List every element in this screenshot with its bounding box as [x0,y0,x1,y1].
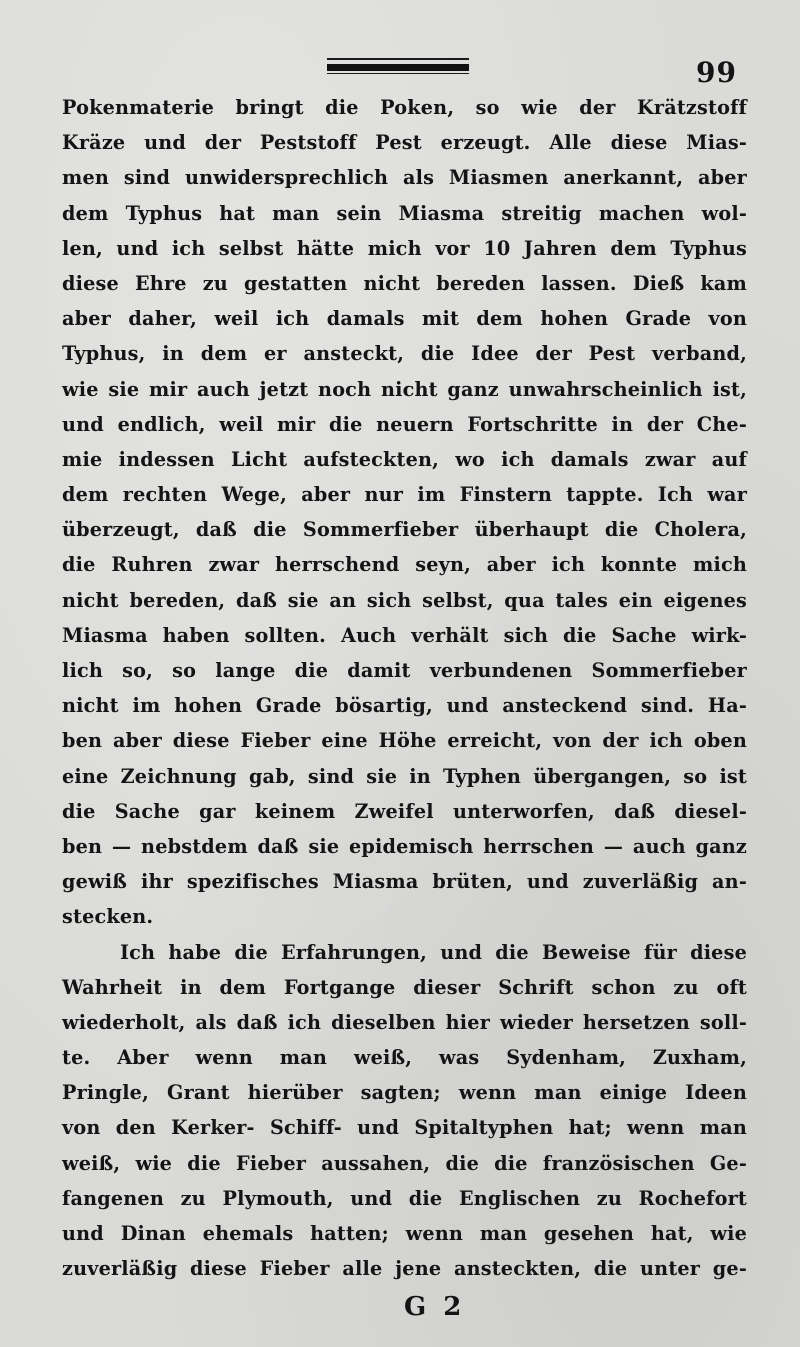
text-line: eine Zeichnung gab, sind sie in Typhen übergangen, so ist [62,764,747,788]
text-line: dem rechten Wege, aber nur im Finstern tappte. Ich war [62,483,747,507]
text-line: Kräze und der Peststoff Pest erzeugt. Alle diese Mias- [62,131,747,155]
text-line: von den Kerker- Schiff- und Spitaltyphen hat; wenn man [62,1116,747,1140]
text-line: lich so, so lange die damit verbundenen Sommerfieber [62,659,747,682]
text-line-paragraph-start: Ich habe die Erfahrungen, und die Beweise für diese [120,940,747,964]
header-rule [327,58,469,74]
text-line: men sind unwidersprechlich als Miasmen anerkannt, aber [62,166,747,190]
text-line: die Sache gar keinem Zweifel unterworfen, daß diesel- [62,799,747,823]
body-text [62,90,747,1286]
text-line: mie indessen Licht aufsteckten, wo ich damals zwar auf [62,447,747,471]
page-number: 99 [696,56,737,89]
text-line: die Ruhren zwar herrschend seyn, aber ich konnte mich [62,553,747,577]
text-line: te. Aber wenn man weiß, was Sydenham, Zuxham, [62,1046,747,1070]
header-rule-thin-bottom [327,73,469,74]
text-line: len, und ich selbst hätte mich vor 10 Jahren dem Typhus [62,236,747,260]
text-line: aber daher, weil ich damals mit dem hohen Grade von [62,307,747,331]
text-line: Typhus, in dem er ansteckt, die Idee der Pest verband, [62,342,747,366]
text-line: ben aber diese Fieber eine Höhe erreicht, von der ich oben [62,729,747,753]
text-line: überzeugt, daß die Sommerfieber überhaupt die Cholera, [62,518,747,542]
text-line: Wahrheit in dem Fortgange dieser Schrift schon zu oft [62,975,747,999]
text-line: gewiß ihr spezifisches Miasma brüten, und zuverläßig an- [62,870,747,894]
text-line: wie sie mir auch jetzt noch nicht ganz unwahrscheinlich ist, [62,377,747,401]
text-line: nicht bereden, daß sie an sich selbst, qua tales ein eigenes [62,588,747,612]
text-line: weiß, wie die Fieber aussahen, die die französischen Ge- [62,1151,747,1175]
text-line: Pokenmaterie bringt die Poken, so wie der Krätzstoff [62,96,747,119]
header-rule-thin-top [327,58,469,60]
text-line: zuverläßig diese Fieber alle jene ansteckten, die unter ge- [62,1257,747,1281]
header-rule-thick [327,64,469,71]
text-line: Miasma haben sollten. Auch verhält sich die Sache wirk- [62,623,747,647]
text-line-paragraph-end: stecken. [62,905,154,929]
text-line: dem Typhus hat man sein Miasma streitig machen wol- [62,201,747,225]
text-line: ben — nebstdem daß sie epidemisch herrschen — auch ganz [62,834,747,858]
text-line: Pringle, Grant hierüber sagten; wenn man einige Ideen [62,1081,747,1105]
signature-mark: G 2 [404,1292,466,1322]
text-line: und endlich, weil mir die neuern Fortschritte in der Che- [62,412,747,436]
text-line: diese Ehre zu gestatten nicht bereden lassen. Dieß kam [62,271,747,295]
text-line: und Dinan ehemals hatten; wenn man gesehen hat, wie [62,1222,747,1245]
text-line: fangenen zu Plymouth, und die Englischen zu Rochefort [62,1186,747,1210]
text-line: nicht im hohen Grade bösartig, und ansteckend sind. Ha- [62,694,747,718]
text-line: wiederholt, als daß ich dieselben hier wieder hersetzen soll- [62,1010,747,1034]
